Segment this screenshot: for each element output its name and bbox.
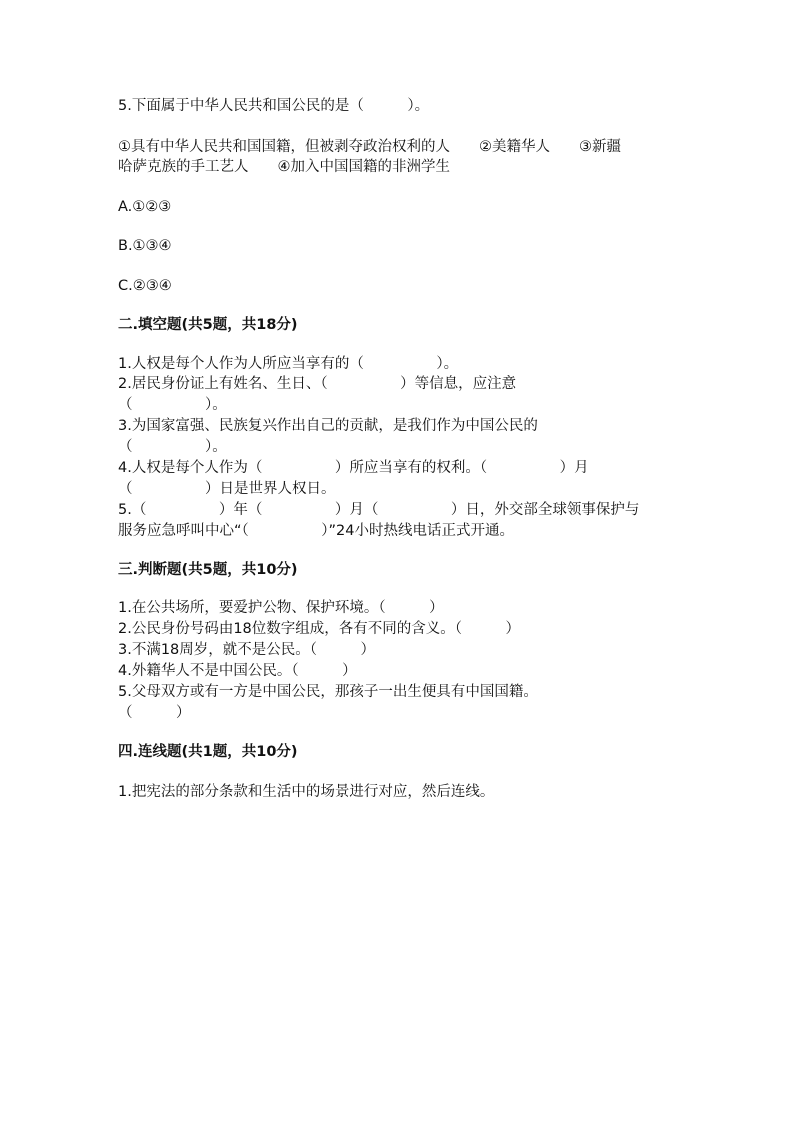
true-false-line: 4.外籍华人不是中国公民。（ ） <box>118 663 357 679</box>
section-3-title: 三.判断题(共5题，共10分) <box>118 562 298 578</box>
true-false-line: 3.不满18周岁，就不是公民。（ ） <box>118 642 376 658</box>
true-false-line: 2.公民身份号码由18位数字组成，各有不同的含义。（ ） <box>118 621 521 637</box>
question-5-options-line-1: ①具有中华人民共和国国籍，但被剥夺政治权利的人 ②美籍华人 ③新疆 <box>118 139 621 155</box>
question-5-options-line-2: 哈萨克族的手工艺人 ④加入中国国籍的非洲学生 <box>118 159 450 175</box>
true-false-line: （ ） <box>118 705 191 721</box>
true-false-line: 5.父母双方或有一方是中国公民，那孩子一出生便具有中国国籍。 <box>118 684 538 700</box>
section-2-title: 二.填空题(共5题，共18分) <box>118 317 298 333</box>
choice-a: A.①②③ <box>118 199 172 215</box>
choice-c: C.②③④ <box>118 278 172 294</box>
fill-blank-line: （ ）。 <box>118 397 227 413</box>
fill-blank-line: 4.人权是每个人作为（ ）所应当享有的权利。（ ）月 <box>118 460 589 476</box>
fill-blank-line: （ ）日是世界人权日。 <box>118 481 336 497</box>
fill-blank-line: 2.居民身份证上有姓名、生日、（ ）等信息，应注意 <box>118 376 517 392</box>
fill-blank-line: （ ）。 <box>118 439 227 455</box>
fill-blank-line: 3.为国家富强、民族复兴作出自己的贡献，是我们作为中国公民的 <box>118 418 538 434</box>
true-false-line: 1.在公共场所，要爱护公物、保护环境。（ ） <box>118 600 444 616</box>
choice-b: B.①③④ <box>118 238 172 254</box>
fill-blank-line: 5.（ ）年（ ）月（ ）日，外交部全球领事保护与 <box>118 502 640 518</box>
fill-blank-line: 1.人权是每个人作为人所应当享有的（ ）。 <box>118 356 459 372</box>
fill-blank-line: 服务应急呼叫中心“（ ）”24小时热线电话正式开通。 <box>118 523 514 539</box>
matching-line: 1.把宪法的部分条款和生活中的场景进行对应，然后连线。 <box>118 784 495 800</box>
section-4-title: 四.连线题(共1题，共10分) <box>118 744 298 760</box>
question-5-stem: 5.下面属于中华人民共和国公民的是（ ）。 <box>118 98 430 114</box>
